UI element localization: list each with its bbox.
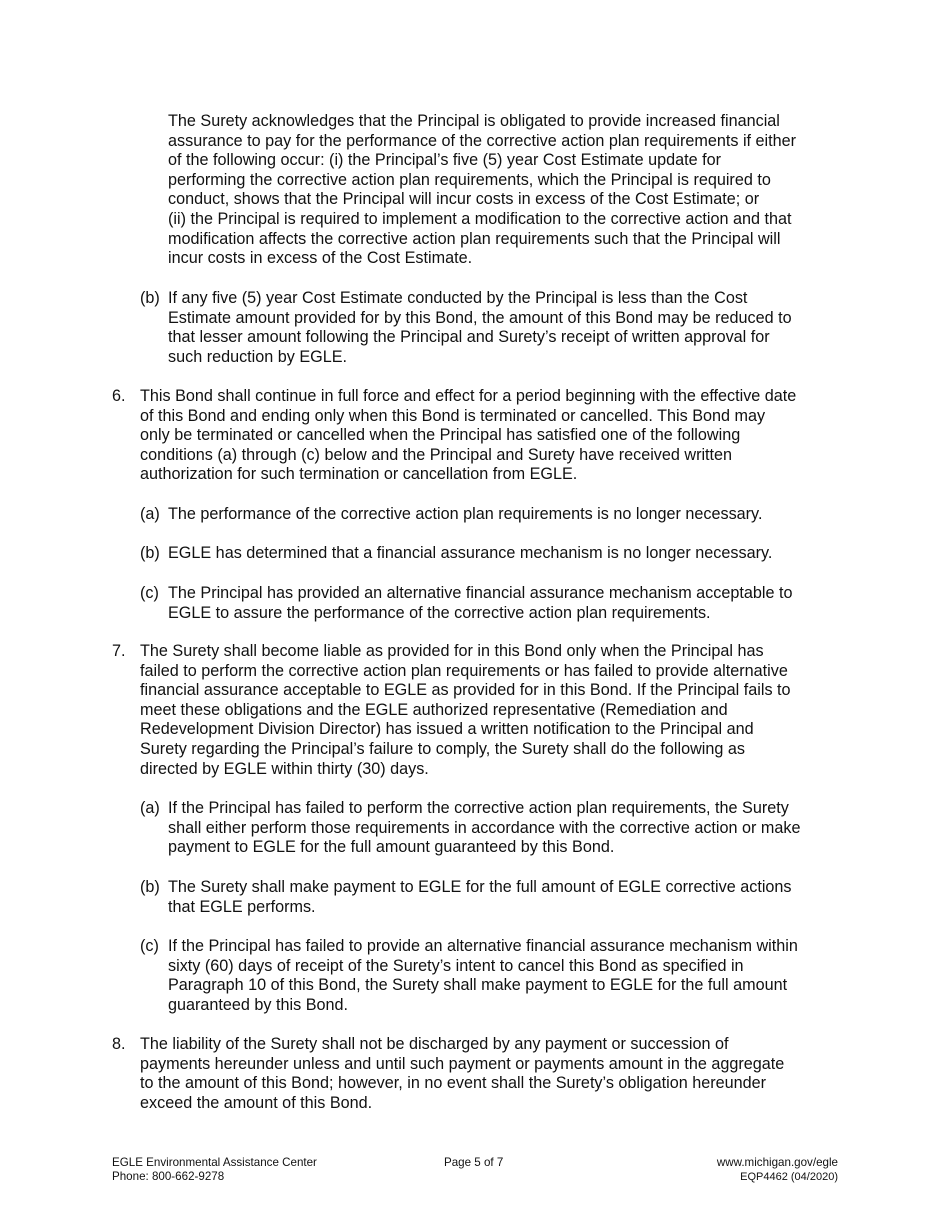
subitem-6a-text: The performance of the corrective action plan requirements is no longer necessary. [168, 505, 763, 523]
footer-org: EGLE Environmental Assistance Center [112, 1156, 317, 1169]
footer-left [112, 1156, 317, 1184]
item-7-text: The Surety shall become liable as provided for in this Bond only when the Principal has failed to perform the corrective action plan requirements or has failed to provide alternative financial assurance acceptable to EGLE as provided for in this Bond. If the Principal fails to meet these obligations and the EGLE authorized representative (Remediation and Redevelopment Division Director) has issued a written notification to the Principal and Surety regarding the Principal’s failure to comply, the Surety shall do the following as directed by EGLE within thirty (30) days. [140, 642, 791, 778]
footer-phone: Phone: 800-662-9278 [112, 1170, 225, 1183]
footer-form-number: EQP4462 (04/2020) [740, 1171, 838, 1183]
subitem-7b-text: The Surety shall make payment to EGLE for the full amount of EGLE corrective actions that EGLE performs. [168, 878, 792, 916]
subitem-7c-text: If the Principal has failed to provide an alternative financial assurance mechanism within sixty (60) days of receipt of the Surety’s intent to cancel this Bond as specified in Paragraph 10 of this Bond, the Surety shall make payment to EGLE for the full amount guaranteed by this Bond. [168, 937, 798, 1014]
subitem-6b-text: EGLE has determined that a financial assurance mechanism is no longer necessary. [168, 544, 773, 562]
continuation-paragraph: The Surety acknowledges that the Principal is obligated to provide increased financial assurance to pay for the performance of the corrective action plan requirements if either of the following occur: (i) the Principal’s five (5) year Cost Estimate update for performing the corrective action plan requirements, which the Principal is required to conduct, shows that the Principal will incur costs in excess of the Cost Estimate; or (ii) the Principal is required to implement a modification to the corrective action and that modification affects the corrective action plan requirements such that the Principal will incur costs in excess of the Cost Estimate. [168, 112, 797, 268]
subitem-7a-text: If the Principal has failed to perform the corrective action plan requirements, the Surety shall either perform those requirements in accordance with the corrective action or make payment to EGLE for the full amount guaranteed by this Bond. [168, 799, 801, 857]
subitem-5b-text: If any five (5) year Cost Estimate conducted by the Principal is less than the Cost Estimate amount provided for by this Bond, the amount of this Bond may be reduced to that lesser amount following the Principal and Surety’s receipt of written approval for such reduction by EGLE. [168, 289, 792, 366]
subitem-label: (b) [140, 289, 160, 307]
footer-page-number: Page 5 of 7 [444, 1156, 504, 1169]
subitem-label: (b) [140, 878, 160, 896]
item-number: 6. [112, 387, 126, 405]
item-8-text: The liability of the Surety shall not be discharged by any payment or succession of payments hereunder unless and until such payment or payments amount in the aggregate to the amount of this Bond; however, in no event shall the Surety’s obligation hereunder exceed the amount of this Bond. [140, 1035, 785, 1112]
subitem-label: (a) [140, 799, 160, 817]
subitem-6c-text: The Principal has provided an alternative financial assurance mechanism acceptable to EGLE to assure the performance of the corrective action plan requirements. [168, 584, 793, 622]
footer-url: www.michigan.gov/egle [716, 1156, 838, 1169]
subitem-label: (c) [140, 584, 159, 602]
footer-right [717, 1156, 838, 1184]
subitem-label: (b) [140, 544, 160, 562]
item-6-text: This Bond shall continue in full force and effect for a period beginning with the effective date of this Bond and ending only when this Bond is terminated or cancelled. This Bond may only be terminated or cancelled when the Principal has satisfied one of the following conditions (a) through (c) below and the Principal and Surety have received written authorization for such termination or cancellation from EGLE. [140, 387, 797, 484]
subitem-label: (c) [140, 937, 159, 955]
subitem-label: (a) [140, 505, 160, 523]
item-number: 7. [112, 642, 126, 660]
item-number: 8. [112, 1035, 126, 1053]
